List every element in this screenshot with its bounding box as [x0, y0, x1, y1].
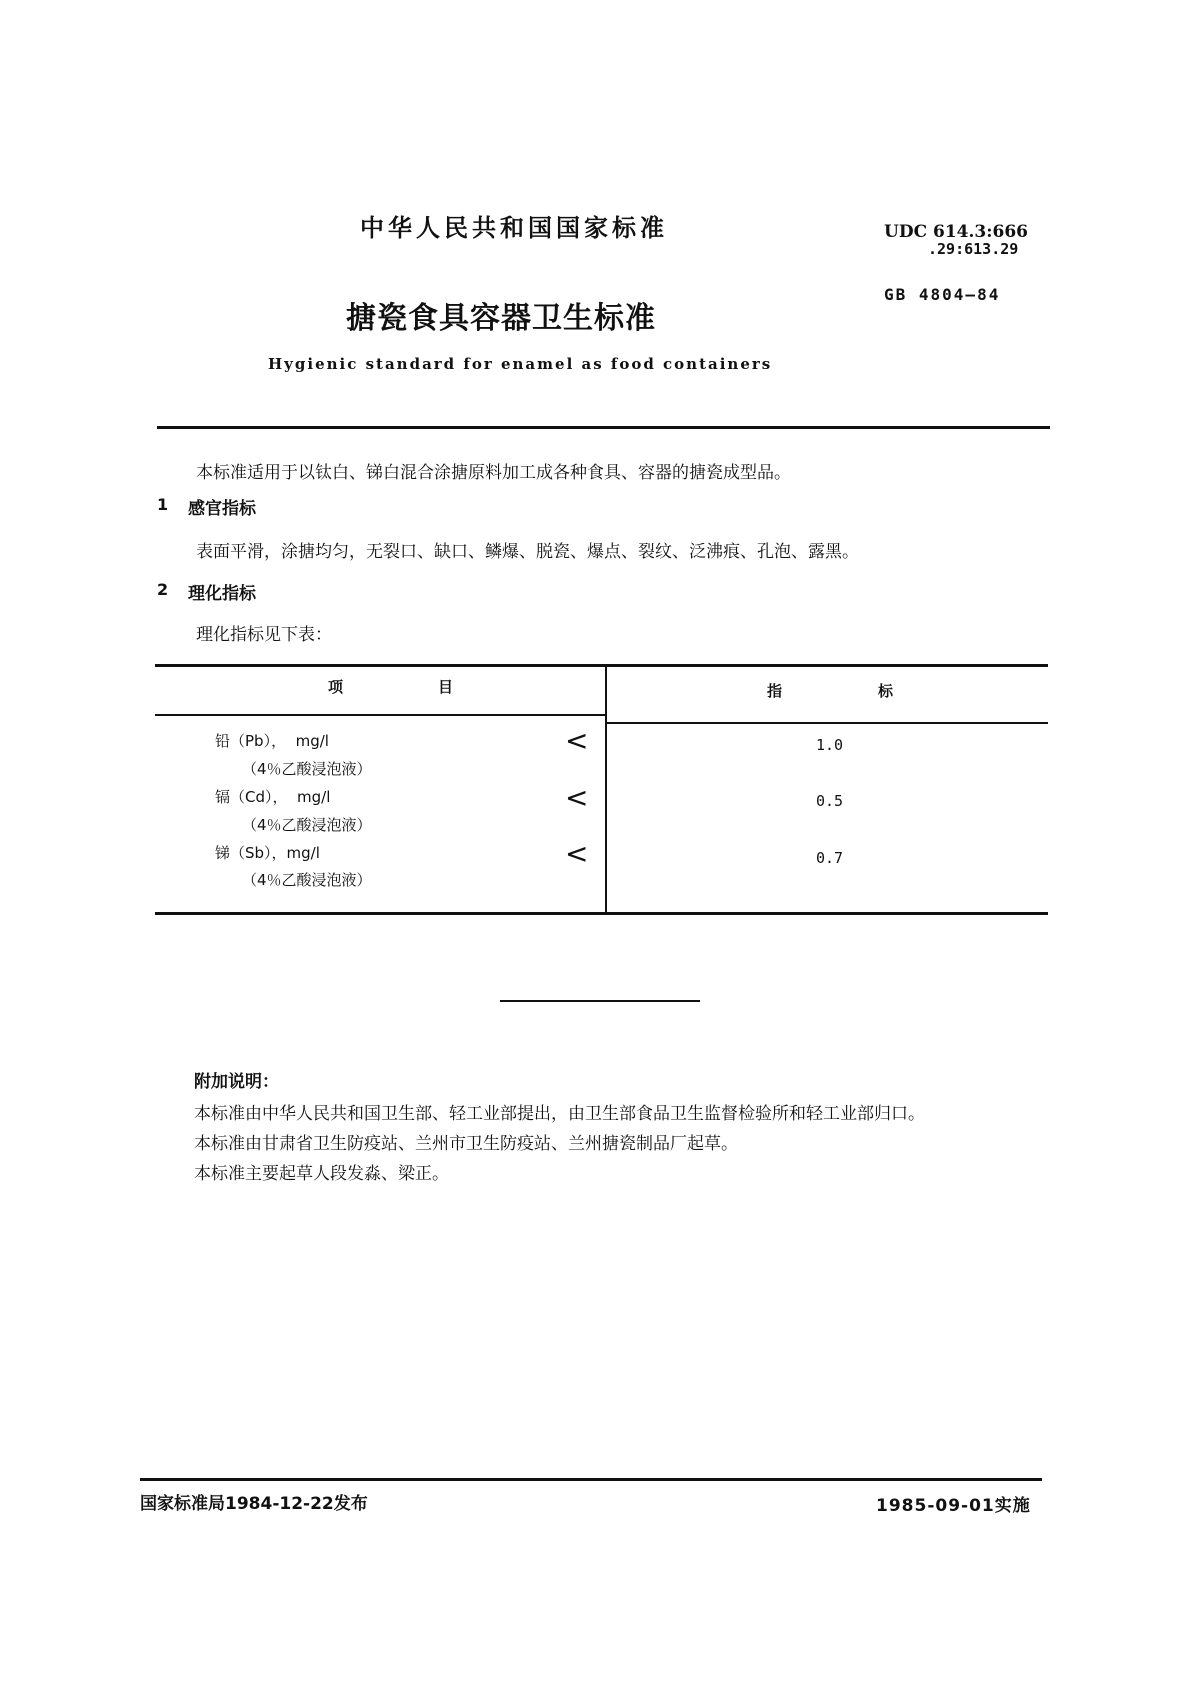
table-top-rule — [155, 664, 1048, 667]
table-row-3-value: 0.7 — [816, 849, 844, 867]
notes-line-1: 本标准由中华人民共和国卫生部、轻工业部提出，由卫生部食品卫生监督检验所和轻工业部归口。 — [194, 1104, 925, 1124]
table-row-2-value: 0.5 — [816, 792, 844, 810]
table-header-index-1: 指 — [767, 682, 783, 700]
section-end-rule — [500, 1000, 700, 1002]
effective-date: 1985-09-01实施 — [876, 1496, 1031, 1516]
table-header-item-2: 目 — [438, 678, 454, 696]
table-row-1-value: 1.0 — [816, 736, 844, 754]
footer-rule — [140, 1478, 1042, 1481]
table-row-3-operator: < — [565, 837, 589, 870]
table-bottom-rule — [155, 912, 1048, 915]
table-header-rule-left — [155, 714, 605, 716]
national-standard-heading: 中华人民共和国国家标准 — [360, 214, 668, 242]
section-1-title: 感官指标 — [188, 499, 256, 519]
table-row-3-item: 锑（Sb），mg/l — [215, 844, 320, 862]
table-row-1-operator: < — [565, 724, 589, 757]
table-header-index-2: 标 — [878, 682, 894, 700]
issue-date: 国家标准局1984-12-22发布 — [140, 1494, 368, 1514]
table-row-3-note: （4％乙酸浸泡液） — [242, 871, 372, 889]
section-2-title: 理化指标 — [188, 584, 256, 604]
section-2-number: 2 — [157, 580, 169, 599]
header-divider — [157, 426, 1050, 429]
table-row-1-item: 铅（Pb）， mg/l — [215, 732, 329, 750]
table-row-2-item: 镉（Cd）， mg/l — [215, 788, 331, 806]
section-2-body: 理化指标见下表： — [196, 625, 332, 645]
table-row-2-note: （4％乙酸浸泡液） — [242, 816, 372, 834]
table-row-1-note: （4％乙酸浸泡液） — [242, 760, 372, 778]
udc-code-line2: .29:613.29 — [928, 240, 1019, 258]
document-title-en: Hygienic standard for enamel as food containers — [268, 355, 773, 373]
section-1-body: 表面平滑，涂搪均匀，无裂口、缺口、鳞爆、脱瓷、爆点、裂纹、泛沸痕、孔泡、露黑。 — [196, 542, 859, 562]
table-header-item-1: 项 — [328, 678, 344, 696]
notes-line-2: 本标准由甘肃省卫生防疫站、兰州市卫生防疫站、兰州搪瓷制品厂起草。 — [194, 1134, 738, 1154]
udc-code-line1: UDC 614.3:666 — [884, 222, 1029, 242]
notes-heading: 附加说明： — [194, 1072, 279, 1092]
intro-paragraph: 本标准适用于以钛白、锑白混合涂搪原料加工成各种食具、容器的搪瓷成型品。 — [196, 463, 791, 483]
section-1-number: 1 — [157, 495, 169, 514]
gb-standard-number: GB 4804—84 — [884, 285, 1001, 304]
table-column-divider — [605, 664, 607, 914]
document-title-cn: 搪瓷食具容器卫生标准 — [346, 301, 656, 336]
notes-line-3: 本标准主要起草人段发淼、梁正。 — [194, 1164, 449, 1184]
table-header-rule-right — [607, 722, 1048, 724]
table-row-2-operator: < — [565, 781, 589, 814]
